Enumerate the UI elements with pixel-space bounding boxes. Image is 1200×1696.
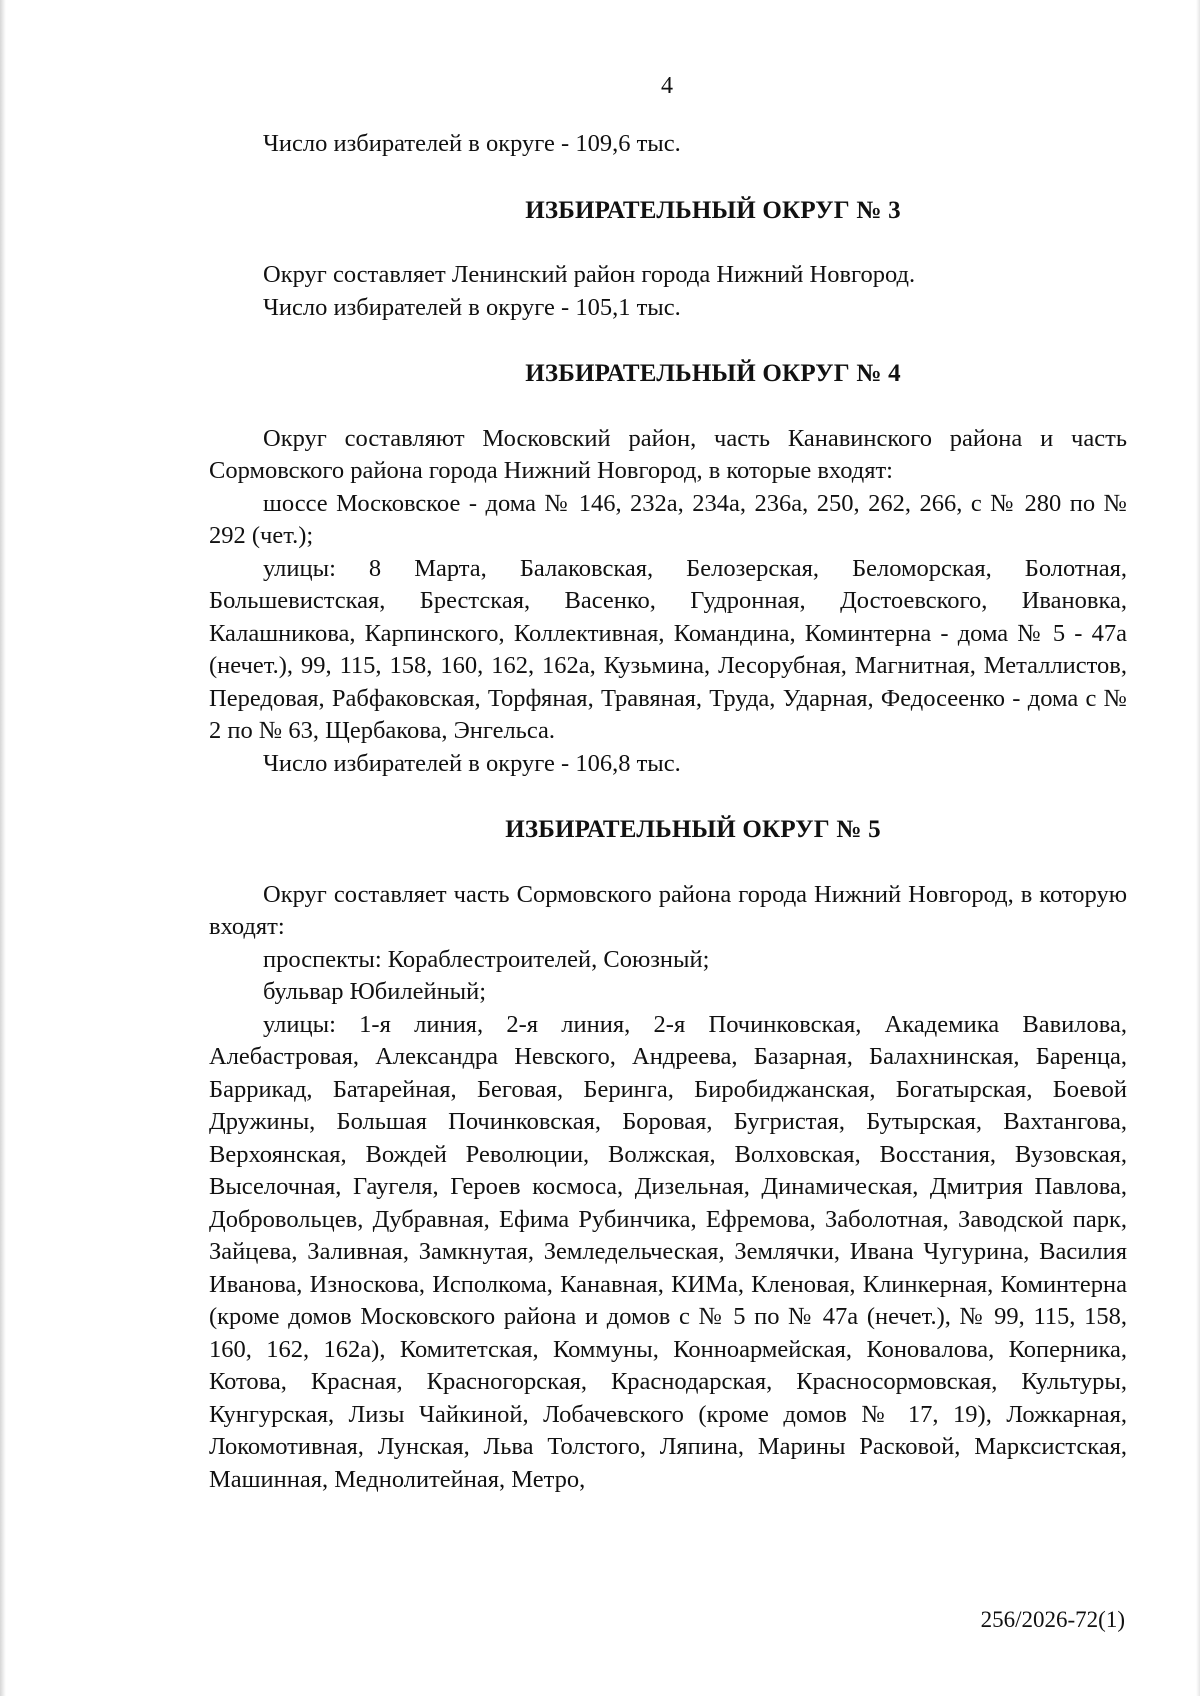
district-5-composition: Округ составляет часть Сормовского района города Нижний Новгород, в которую входят: (209, 880, 1127, 940)
district-3-voters-count: Число избирателей в округе - 105,1 тыс. (263, 293, 681, 321)
district-4-heading: ИЗБИРАТЕЛЬНЫЙ ОКРУГ № 4 (525, 360, 901, 387)
district-4-voters-count: Число избирателей в округе - 106,8 тыс. (263, 749, 681, 777)
scan-edge-right (1196, 0, 1200, 1696)
intro-voters-count: Число избирателей в округе - 109,6 тыс. (263, 130, 681, 157)
district-5-avenues: проспекты: Кораблестроителей, Союзный; (263, 945, 710, 973)
scan-edge-left (0, 0, 6, 1696)
district-4-composition: Округ составляют Московский район, часть Канавинского района и часть Сормовского района города Нижний Новгород, в которые входят: (209, 424, 1127, 484)
district-5-boulevard: бульвар Юбилейный; (263, 978, 487, 1005)
district-4-streets: улицы: 8 Марта, Балаковская, Белозерская, Беломорская, Болотная, Большевистская, Брестская, Васенко, Гудронная, Достоевского, Ивановка, Калашникова, Карпинского, Коллективная, Командина, Коминтерна - дома № 5 - 47а (нечет.), 99, 115, 158, 160, 162, 162а, Кузьмина, Лесорубная, Магнитная, Металлистов, Передовая, Рабфаковская, Торфяная, Травяная, Труда, Ударная, Федосеенко - дома с № 2 по № 63, Щербакова, Энгельса. (209, 554, 1127, 744)
document-code: 256/2026-72(1) (980, 1607, 1125, 1632)
district-4-highway: шоссе Московское - дома № 146, 232а, 234а, 236а, 250, 262, 266, с № 280 по № 292 (чет.); (209, 489, 1127, 549)
page-number: 4 (661, 73, 673, 99)
district-5-streets: улицы: 1-я линия, 2-я линия, 2-я Починковская, Академика Вавилова, Алебастровая, Александра Невского, Андреева, Базарная, Балахнинская, Баренца, Баррикад, Батарейная, Беговая, Беринга, Биробиджанская, Богатырская, Боевой Дружины, Большая Починковская, Боровая, Бугристая, Бутырская, Вахтангова, Верхоянская, Вождей Революции, Волжская, Волховская, Восстания, Вузовская, Выселочная, Гаугеля, Героев космоса, Дизельная, Динамическая, Дмитрия Павлова, Добровольцев, Дубравная, Ефима Рубинчика, Ефремова, Заболотная, Заводской парк, Зайцева, Заливная, Замкнутая, Земледельческая, Землячки, Ивана Чугурина, Василия Иванова, Износкова, Исполкома, Канавная, КИМа, Кленовая, Клинкерная, Коминтерна (кроме домов Московского района и домов с № 5 по № 47а (нечет.), № 99, 115, 158, 160, 162, 162а), Комитетская, Коммуны, Конноармейская, Коновалова, Коперника, Котова, Красная, Красногорская, Краснодарская, Красносормовская, Культуры, Кунгурская, Лизы Чайкиной, Лобачевского (кроме домов № 17, 19), Ложкарная, Локомотивная, Лунская, Льва Толстого, Ляпина, Марины Расковой, Марксистская, Машинная, Меднолитейная, Метро, (209, 1010, 1127, 1493)
district-3-composition: Округ составляет Ленинский район города Нижний Новгород. (263, 261, 916, 288)
district-3-heading: ИЗБИРАТЕЛЬНЫЙ ОКРУГ № 3 (525, 196, 901, 224)
document-body (209, 128, 1127, 1496)
district-5-heading: ИЗБИРАТЕЛЬНЫЙ ОКРУГ № 5 (505, 816, 881, 843)
